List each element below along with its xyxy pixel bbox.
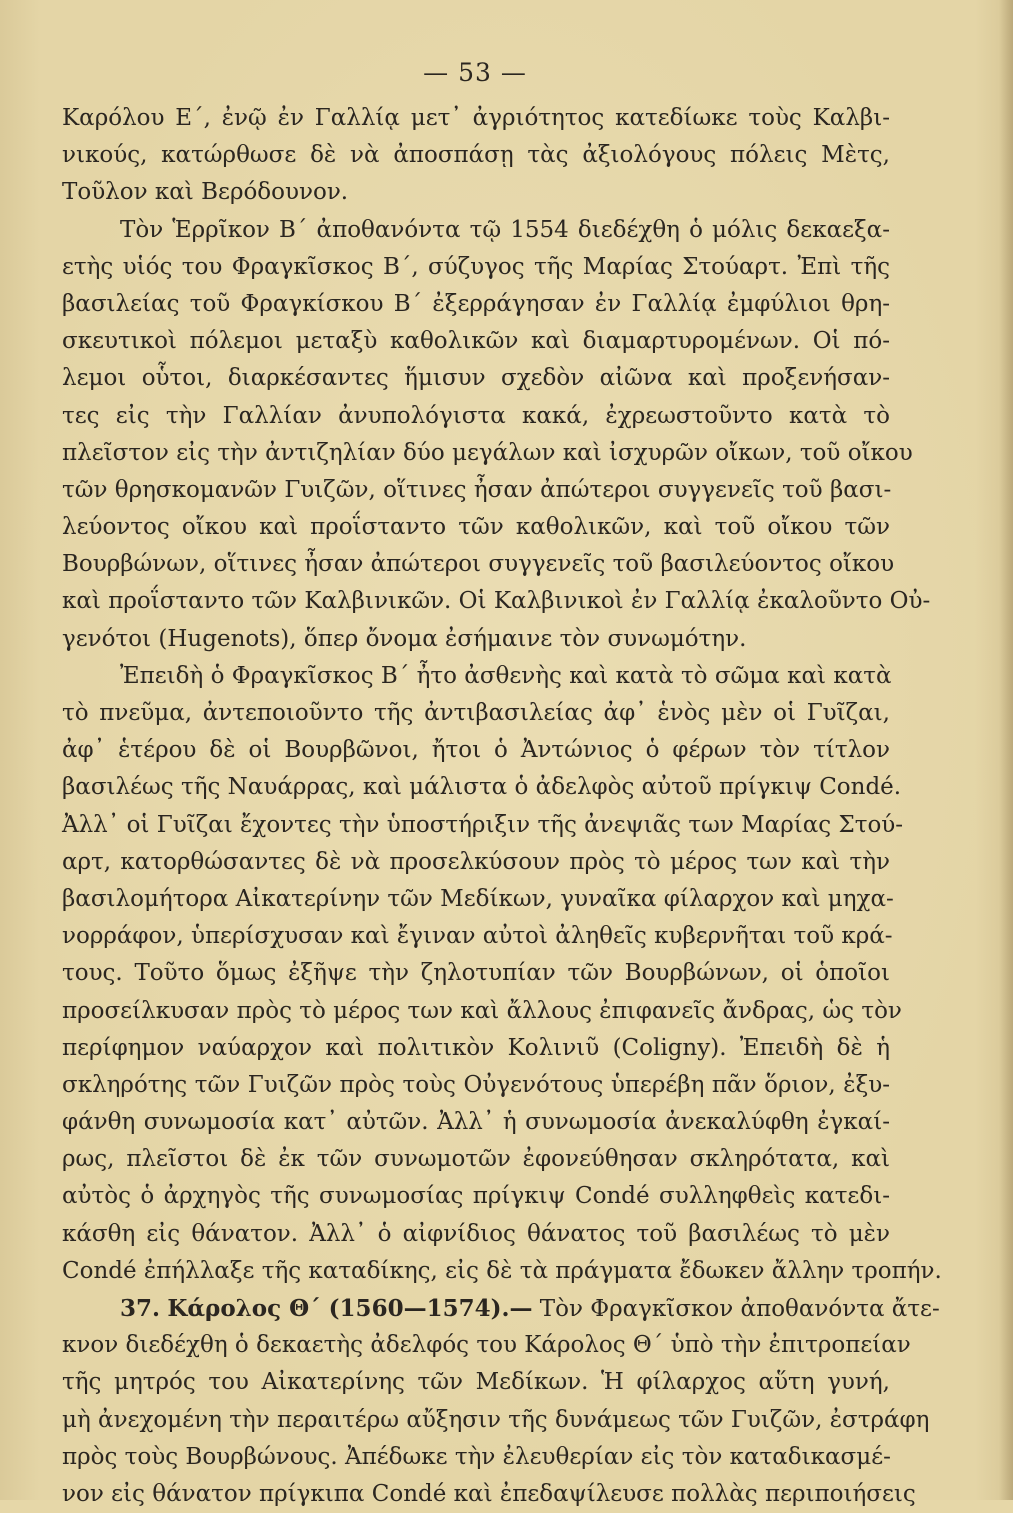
text-line: ετὴς υἱός του Φραγκῖσκος Β΄, σύζυγος τῆς Μαρίας Στούαρτ. Ἐπὶ τῆς — [62, 253, 890, 280]
text-line: σκληρότης τῶν Γυιζῶν πρὸς τοὺς Οὐγενότους ὑπερέβη πᾶν ὅριον, ἐξυ- — [62, 1071, 890, 1098]
page-number: — 53 — — [423, 58, 527, 87]
text-line: τες εἰς τὴν Γαλλίαν ἀνυπολόγιστα κακά, ἐχρεωστοῦντο κατὰ τὸ — [62, 402, 890, 429]
text-line: νορράφον, ὑπερίσχυσαν καὶ ἔγιναν αὐτοὶ ἀληθεῖς κυβερνῆται τοῦ κρά- — [62, 923, 893, 950]
text-line: λεμοι οὗτοι, διαρκέσαντες ἥμισυν σχεδὸν αἰῶνα καὶ προξενήσαν- — [62, 365, 890, 392]
text-line: φάνθη συνωμοσία κατ᾿ αὐτῶν. Ἀλλ᾿ ἡ συνωμοσία ἀνεκαλύφθη ἐγκαί- — [62, 1109, 890, 1136]
text-line: προσείλκυσαν πρὸς τὸ μέρος των καὶ ἄλλους ἐπιφανεῖς ἄνδρας, ὡς τὸν — [62, 997, 902, 1024]
section-heading-line — [62, 1290, 940, 1327]
text-line: τὸ πνεῦμα, ἀντεποιοῦντο τῆς ἀντιβασιλείας ἀφ᾿ ἑνὸς μὲν οἱ Γυῖζαι, — [62, 700, 890, 726]
text-line: Condé ἐπήλλαξε τῆς καταδίκης, εἰς δὲ τὰ πράγματα ἔδωκεν ἄλλην τροπήν. — [62, 1257, 942, 1284]
text-line: τῶν θρησκομανῶν Γυιζῶν, οἵτινες ἦσαν ἀπώτεροι συγγενεῖς τοῦ βασι- — [62, 476, 892, 503]
text-line: ρως, πλεῖστοι δὲ ἐκ τῶν συνωμοτῶν ἐφονεύθησαν σκληρότατα, καὶ — [62, 1146, 890, 1173]
text-line: Τοῦλον καὶ Βερόδουνον. — [62, 179, 349, 206]
body-text — [62, 100, 942, 1513]
text-line: τους. Τοῦτο ὅμως ἐξῆψε τὴν ζηλοτυπίαν τῶν Βουρβώνων, οἱ ὁποῖοι — [62, 960, 890, 987]
text-line: αὐτὸς ὁ ἀρχηγὸς τῆς συνωμοσίας πρίγκιψ Condé συλληφθεὶς κατεδι- — [62, 1183, 890, 1210]
text-line: αρτ, κατορθώσαντες δὲ νὰ προσελκύσουν πρὸς τὸ μέρος των καὶ τὴν — [62, 848, 890, 875]
text-line: νον εἰς θάνατον πρίγκιπα Condé καὶ ἐπεδαψίλευσε πολλὰς περιποιήσεις — [62, 1480, 916, 1507]
text-line: Ἐπειδὴ ὁ Φραγκῖσκος Β΄ ἦτο ἀσθενὴς καὶ κατὰ τὸ σῶμα καὶ κατὰ — [120, 662, 892, 689]
text-line: γενότοι (Hugenots), ὅπερ ὄνομα ἐσήμαινε τὸν συνωμότην. — [62, 625, 747, 652]
text-line: σκευτικοὶ πόλεμοι μεταξὺ καθολικῶν καὶ διαμαρτυρομένων. Οἱ πό- — [62, 328, 890, 355]
text-line: Καρόλου Ε΄, ἐνῷ ἐν Γαλλίᾳ μετ᾿ ἀγριότητος κατεδίωκε τοὺς Καλβι- — [62, 105, 890, 131]
text-line: ἀφ᾿ ἑτέρου δὲ οἱ Βουρβῶνοι, ἤτοι ὁ Ἀντώνιος ὁ φέρων τὸν τίτλον — [62, 737, 890, 764]
text-line: καὶ προΐσταντο τῶν Καλβινικῶν. Οἱ Καλβινικοὶ ἐν Γαλλίᾳ ἐκαλοῦντο Οὐ- — [62, 588, 931, 615]
section-number: 37. — [120, 1295, 161, 1322]
text-line: τῆς μητρός του Αἰκατερίνης τῶν Μεδίκων. Ἡ φίλαρχος αὕτη γυνή, — [62, 1369, 890, 1396]
text-line: πλεῖστον εἰς τὴν ἀντιζηλίαν δύο μεγάλων καὶ ἰσχυρῶν οἴκων, τοῦ οἴκου — [62, 439, 913, 466]
text-line: κνον διεδέχθη ὁ δεκαετὴς ἀδελφός του Κάρολος Θ΄ ὑπὸ τὴν ἐπιτροπείαν — [62, 1332, 911, 1359]
page-edge — [999, 0, 1013, 1500]
text-line: βασιλείας τοῦ Φραγκίσκου Β΄ ἐξερράγησαν ἐν Γαλλίᾳ ἐμφύλιοι θρη- — [62, 290, 890, 317]
text-line: λεύοντος οἴκου καὶ προΐσταντο τῶν καθολικῶν, καὶ τοῦ οἴκου τῶν — [62, 514, 890, 541]
text-line: Τὸν Ἑρρῖκον Β΄ ἀποθανόντα τῷ 1554 διεδέχθη ὁ μόλις δεκαεξα- — [120, 216, 890, 243]
text-line: βασιλέως τῆς Ναυάρρας, καὶ μάλιστα ὁ ἀδελφὸς αὐτοῦ πρίγκιψ Condé. — [62, 774, 902, 801]
text-line: κάσθη εἰς θάνατον. Ἀλλ᾿ ὁ αἰφνίδιος θάνατος τοῦ βασιλέως τὸ μὲν — [62, 1220, 890, 1247]
text-line: νικούς, κατώρθωσε δὲ νὰ ἀποσπάσῃ τὰς ἀξιολόγους πόλεις Μὲτς, — [62, 142, 890, 169]
section-title: Κάρολος Θ΄ (1560—1574).— — [167, 1295, 533, 1322]
text-line: Βουρβώνων, οἵτινες ἦσαν ἀπώτεροι συγγενεῖς τοῦ βασιλεύοντος οἴκου — [62, 551, 895, 578]
text-line: Τὸν Φραγκῖσκον ἀποθανόντα ἄτε- — [539, 1296, 940, 1322]
text-line: Ἀλλ᾿ οἱ Γυῖζαι ἔχοντες τὴν ὑποστήριξιν τῆς ἀνεψιᾶς των Μαρίας Στού- — [62, 811, 904, 838]
text-line: πρὸς τοὺς Βουρβώνους. Ἀπέδωκε τὴν ἐλευθερίαν εἰς τὸν καταδικασμέ- — [62, 1443, 891, 1470]
text-line: περίφημον ναύαρχον καὶ πολιτικὸν Κολινιῦ (Coligny). Ἐπειδὴ δὲ ἡ — [62, 1034, 890, 1061]
text-line: βασιλομήτορα Αἰκατερίνην τῶν Μεδίκων, γυναῖκα φίλαρχον καὶ μηχα- — [62, 885, 894, 912]
text-line: μὴ ἀνεχομένη τὴν περαιτέρω αὔξησιν τῆς δυνάμεως τῶν Γυιζῶν, ἐστράφη — [62, 1406, 930, 1433]
